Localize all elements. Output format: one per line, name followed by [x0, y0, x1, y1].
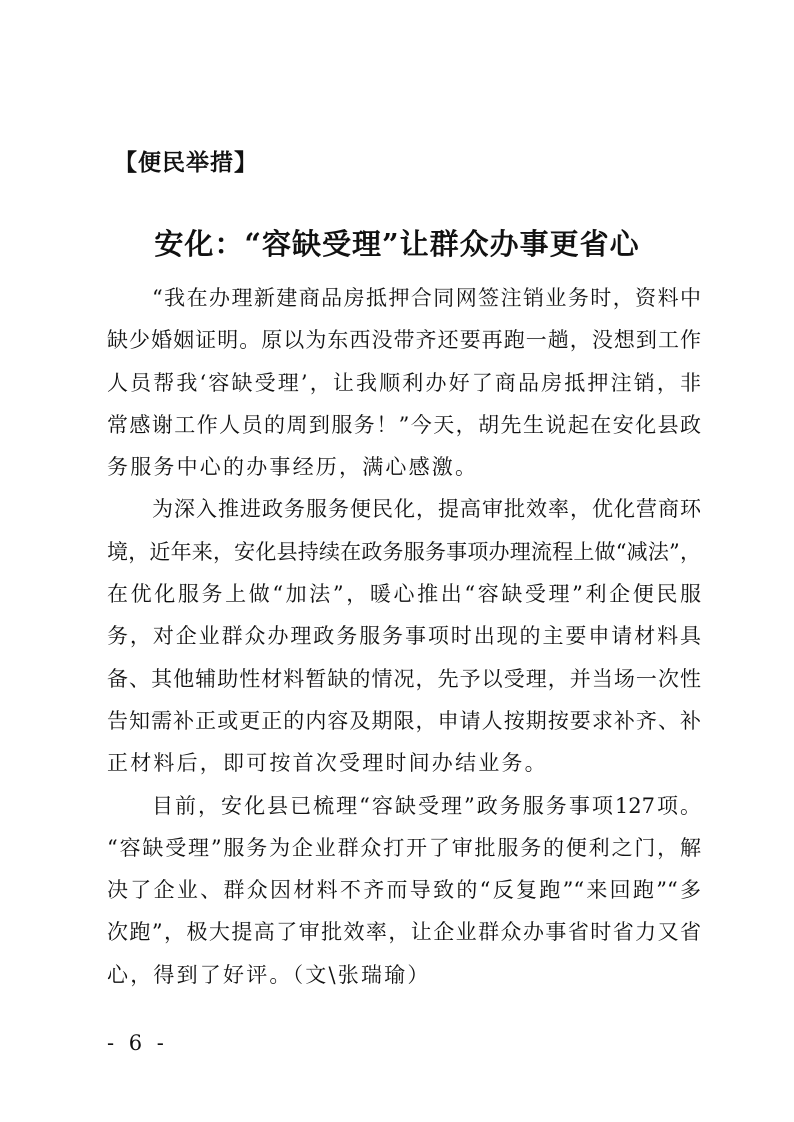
section-tag: 【便民举措】	[114, 150, 258, 176]
article-title: 安化：“容缺受理”让群众办事更省心	[154, 227, 640, 261]
text-line: 目前，安化县已梳理“容缺受理”政务服务事项127项。	[152, 793, 701, 818]
text-line: 心，得到了好评。（文\张瑞瑜）	[107, 962, 431, 987]
paragraph	[107, 284, 701, 495]
text-line: 境，近年来，安化县持续在政务服务事项办理流程上做“减法”，	[107, 539, 701, 564]
paragraph	[107, 495, 701, 791]
page-number: - 6 -	[107, 1031, 168, 1055]
text-line: 备、其他辅助性材料暂缺的情况，先予以受理，并当场一次性	[107, 666, 701, 691]
text-line: 告知需补正或更正的内容及期限，申请人按期按要求补齐、补	[107, 708, 701, 733]
paragraph	[107, 792, 701, 1003]
text-line: “我在办理新建商品房抵押合同网签注销业务时，资料中	[152, 286, 701, 310]
text-line: 在优化服务上做“加法”，暖心推出“容缺受理”利企便民服	[107, 582, 701, 607]
text-line: 次跑”，极大提高了审批效率，让企业群众办事省时省力又省	[107, 920, 701, 945]
article-body	[107, 284, 701, 1003]
text-line: 缺少婚姻证明。原以为东西没带齐还要再跑一趟，没想到工作	[107, 328, 701, 353]
text-line: 务服务中心的办事经历，满心感激。	[107, 455, 479, 480]
text-line: 为深入推进政务服务便民化，提高审批效率，优化营商环	[152, 497, 701, 522]
text-line: 务，对企业群众办理政务服务事项时出现的主要申请材料具	[107, 624, 701, 649]
text-line: 常感谢工作人员的周到服务！”今天，胡先生说起在安化县政	[107, 412, 701, 437]
text-line: “容缺受理”服务为企业群众打开了审批服务的便利之门，解	[107, 835, 701, 860]
text-line: 人员帮我‘容缺受理’，让我顺利办好了商品房抵押注销，非	[107, 370, 701, 395]
text-line: 正材料后，即可按首次受理时间办结业务。	[107, 751, 548, 776]
text-line: 决了企业、群众因材料不齐而导致的“反复跑”“来回跑”“多	[107, 878, 701, 903]
